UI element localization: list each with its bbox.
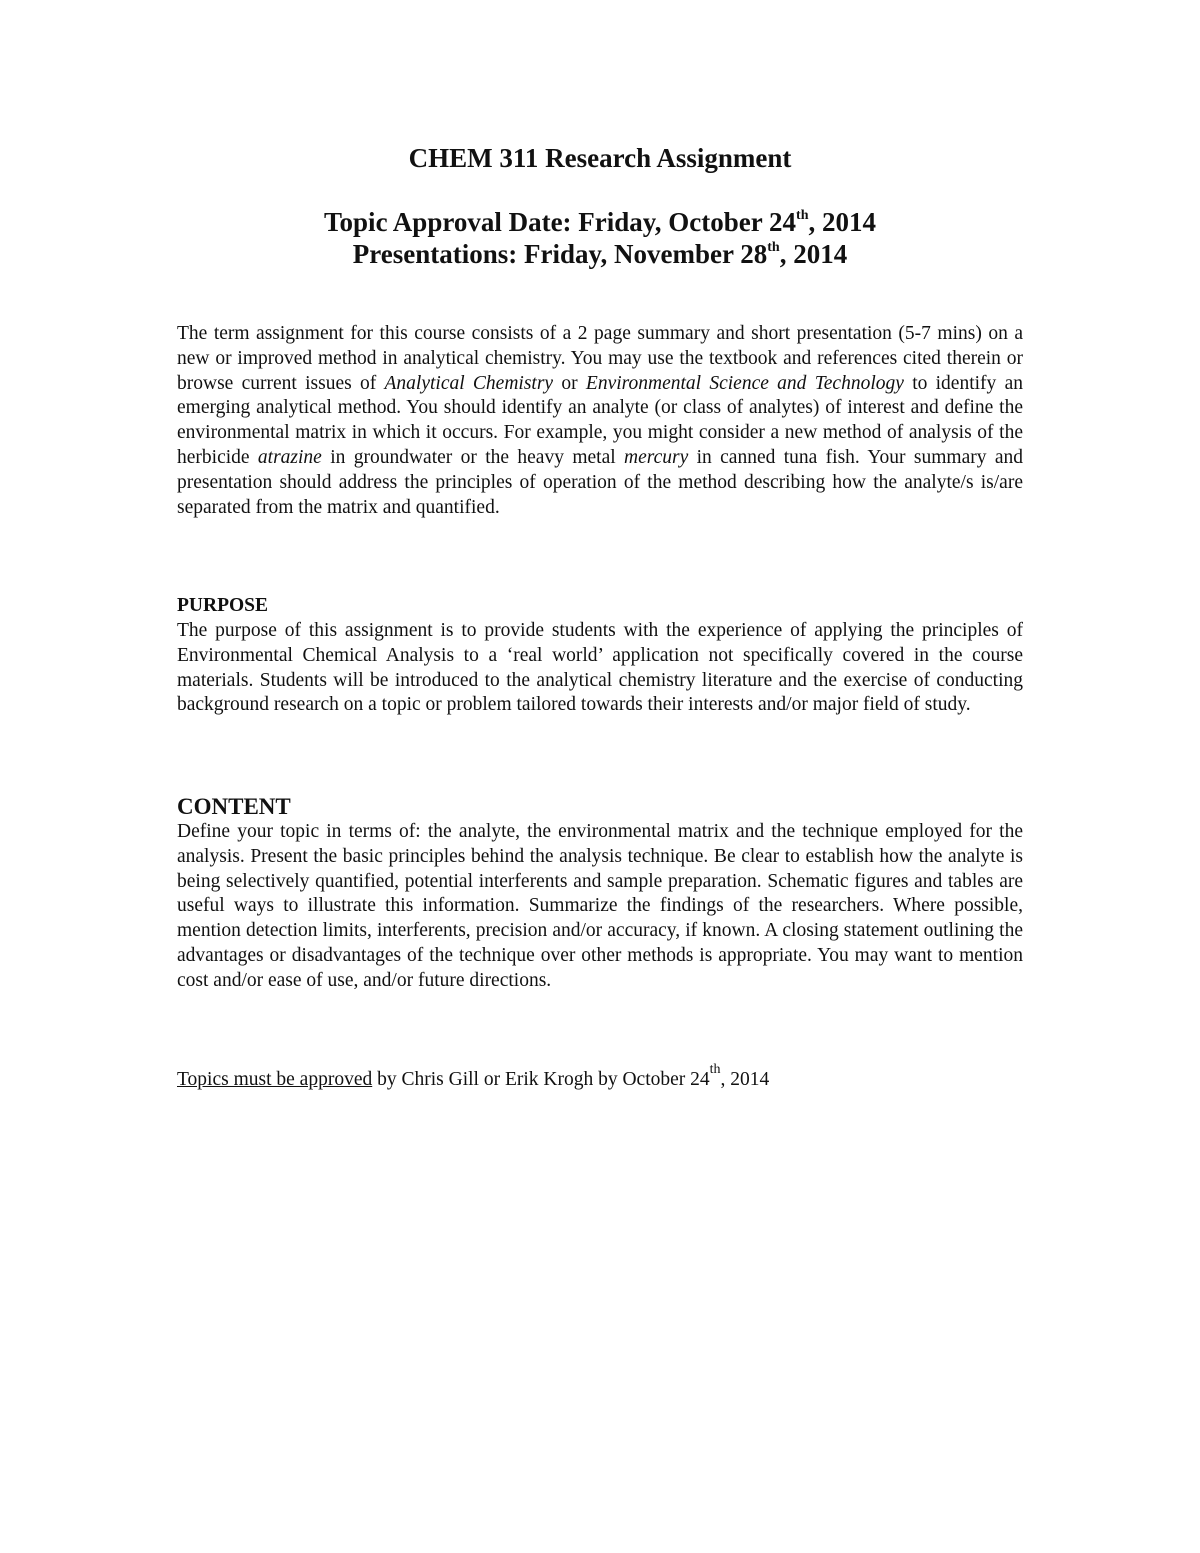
intro-text-3: to identify an emerging analytical method. You should identify an analyte (or class of analytes) of interest and define the environmental matrix in which it occurs. For example, you might consider a new method of analysis of the herbicide — [177, 372, 1023, 468]
presentations-date — [0, 238, 1200, 270]
example-atrazine: atrazine — [257, 446, 322, 468]
intro-text-4: in groundwater or the heavy metal — [321, 446, 624, 468]
topic-approval-date — [0, 206, 1200, 238]
intro-text-1: The term assignment for this course consists of a 2 page summary and short presentation (5-7 mins) on a new or improved method in analytical chemistry. You may use the textbook and references cited therein or browse current issues of — [177, 323, 1023, 394]
purpose-heading: PURPOSE — [177, 595, 269, 616]
approval-note-text: by Chris Gill or Erik Krogh by October 24 — [372, 1069, 710, 1090]
presentations-date-text: Presentations: Friday, November 28 — [352, 239, 768, 269]
intro-text-5: in canned tuna fish. Your summary and presentation should address the principles of operation of the method describing how the analyte/s is/are separated from the matrix and quantified. — [177, 446, 1023, 518]
intro-paragraph — [177, 322, 1023, 520]
topic-approval-date-year: , 2014 — [808, 207, 876, 237]
topic-approval-date-text: Topic Approval Date: Friday, October 24 — [324, 207, 797, 237]
journal-environmental-science: Environmental Science and Technology — [585, 372, 904, 394]
content-heading: CONTENT — [177, 794, 291, 819]
approval-note-ordinal: th — [709, 1062, 721, 1077]
approval-note-year: , 2014 — [720, 1069, 770, 1090]
approval-note-emphasis: Topics must be approved — [177, 1069, 373, 1090]
topic-approval-date-ordinal: th — [796, 208, 809, 223]
presentations-date-ordinal: th — [767, 240, 780, 255]
document-title: CHEM 311 Research Assignment — [408, 143, 792, 173]
approval-note — [177, 1062, 770, 1092]
example-mercury: mercury — [624, 446, 689, 468]
presentations-date-year: , 2014 — [779, 239, 848, 269]
purpose-paragraph: The purpose of this assignment is to provide students with the experience of applying the principles of Environmental Chemical Analysis to a ‘real world’ application not specifically covered in the course materials. Students will be introduced to the analytical chemistry literature and the exercise of conducting background research on a topic or problem tailored towards their interests and/or major field of study. — [177, 620, 1023, 716]
intro-text-2: or — [553, 372, 586, 394]
content-paragraph: Define your topic in terms of: the analyte, the environmental matrix and the technique employed for the analysis. Present the basic principles behind the analysis technique. Be clear to establish how the analyte is being selectively quantified, potential interferents and sample preparation. Schematic figures and tables are useful ways to illustrate this information. Summarize the findings of the researchers. Where possible, mention detection limits, interferents, precision and/or accuracy, if known. A closing statement outlining the advantages or disadvantages of the technique over other methods is appropriate. You may want to mention cost and/or ease of use, and/or future directions. — [177, 821, 1023, 991]
journal-analytical-chemistry: Analytical Chemistry — [384, 372, 554, 394]
